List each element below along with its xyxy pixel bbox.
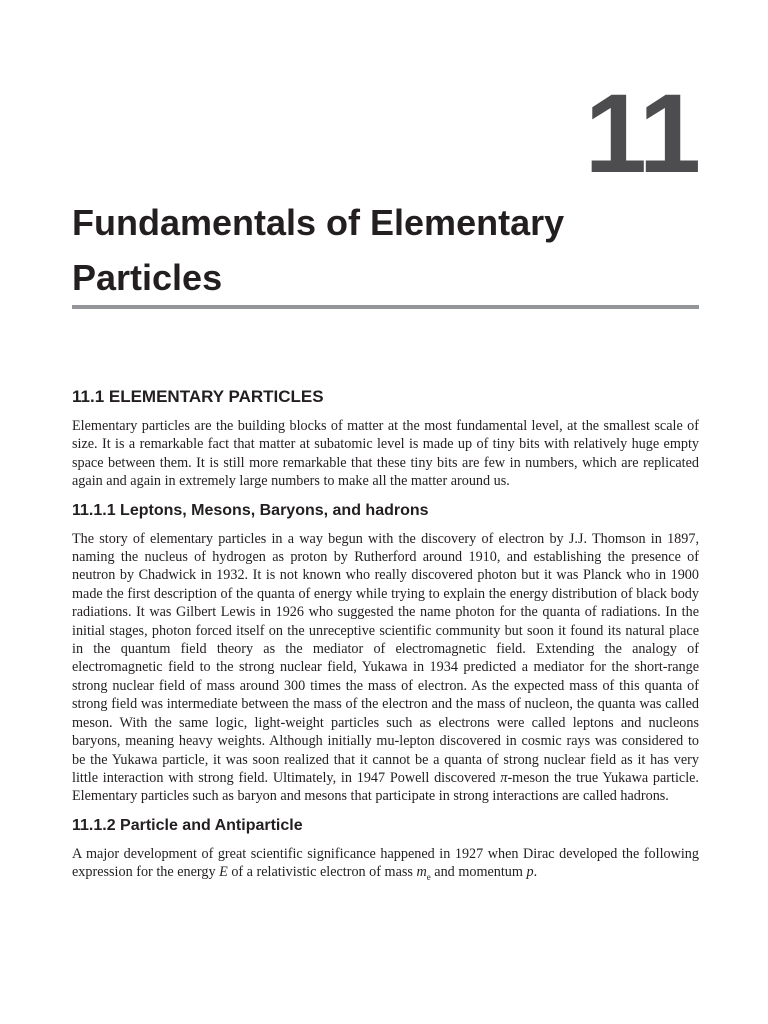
mass-subscript: e <box>426 871 431 882</box>
energy-symbol: E <box>219 864 228 881</box>
mass-symbol: m <box>416 864 427 881</box>
paragraph-text: -meson the true Yukawa particle. Elementary particles such as baryon and mesons that participate in strong interactions are called hadrons. <box>72 769 699 805</box>
chapter-title: Fundamentals of Elementary Particles <box>72 202 565 298</box>
pi-symbol: π <box>500 769 508 786</box>
section-heading-11-1: 11.1 ELEMENTARY PARTICLES <box>72 387 324 406</box>
chapter-number: 11 <box>584 71 699 196</box>
paragraph-text: The story of elementary particles in a way begun with the discovery of electron by J.J. Thomson in 1897, naming the nucleus of hydrogen as proton by Rutherford around 1910, and establishing the presence of neutron by Chadwick in 1932. It is not known who really discovered photon but it was Planck who in 1900 made the first description of the quanta of energy while trying to explain the energy distribution of black body radiations. It was Gilbert Lewis in 1926 who suggested the name photon for the quanta of radiations. In the initial stages, photon forced itself on the unreceptive scientific community but soon it found its natural place in the quantum field theory as the mediator of electromagnetic field. Extending the analogy of electromagnetic field to the strong nuclear field, Yukawa in 1934 predicted a mediator for the short-range strong nuclear field of mass around 300 times the mass of electron. As the expected mass of this quanta of strong field was intermediate between the mass of the electron and the mass of nucleon, the quanta was called meson. With the same logic, light-weight particles such as electrons were called leptons and nucleons baryons, meaning heavy weights. Although initially mu-lepton discovered in cosmic rays was considered to be the Yukawa particle, it was soon realized that it cannot be a quanta of strong nuclear field as it has very little interaction with strong field. Ultimately, in 1947 Powell discovered <box>72 530 699 786</box>
subsection-heading-11-1-1: 11.1.1 Leptons, Mesons, Baryons, and hadrons <box>72 501 429 519</box>
paragraph-text: and momentum <box>430 864 527 881</box>
momentum-symbol: p <box>526 864 534 881</box>
paragraph-particle-antiparticle <box>72 845 699 887</box>
title-divider <box>72 305 699 309</box>
subsection-heading-11-1-2: 11.1.2 Particle and Antiparticle <box>72 816 303 834</box>
paragraph-text: . <box>533 864 538 881</box>
paragraph-leptons-mesons <box>72 530 699 806</box>
paragraph-elementary-particles: Elementary particles are the building blocks of matter at the most fundamental level, at the smallest scale of size. It is a remarkable fact that matter at subatomic level is made up of tiny bits with relatively huge empty space between them. It is still more remarkable that these tiny bits are few in numbers, which are replicated again and again in extremely large numbers to make all the matter around us. <box>72 418 699 490</box>
paragraph-text: A major development of great scientific significance happened in 1927 when Dirac developed the following expression for the energy <box>72 845 699 881</box>
chapter-body <box>72 385 699 886</box>
paragraph-text: of a relativistic electron of mass <box>227 864 417 881</box>
